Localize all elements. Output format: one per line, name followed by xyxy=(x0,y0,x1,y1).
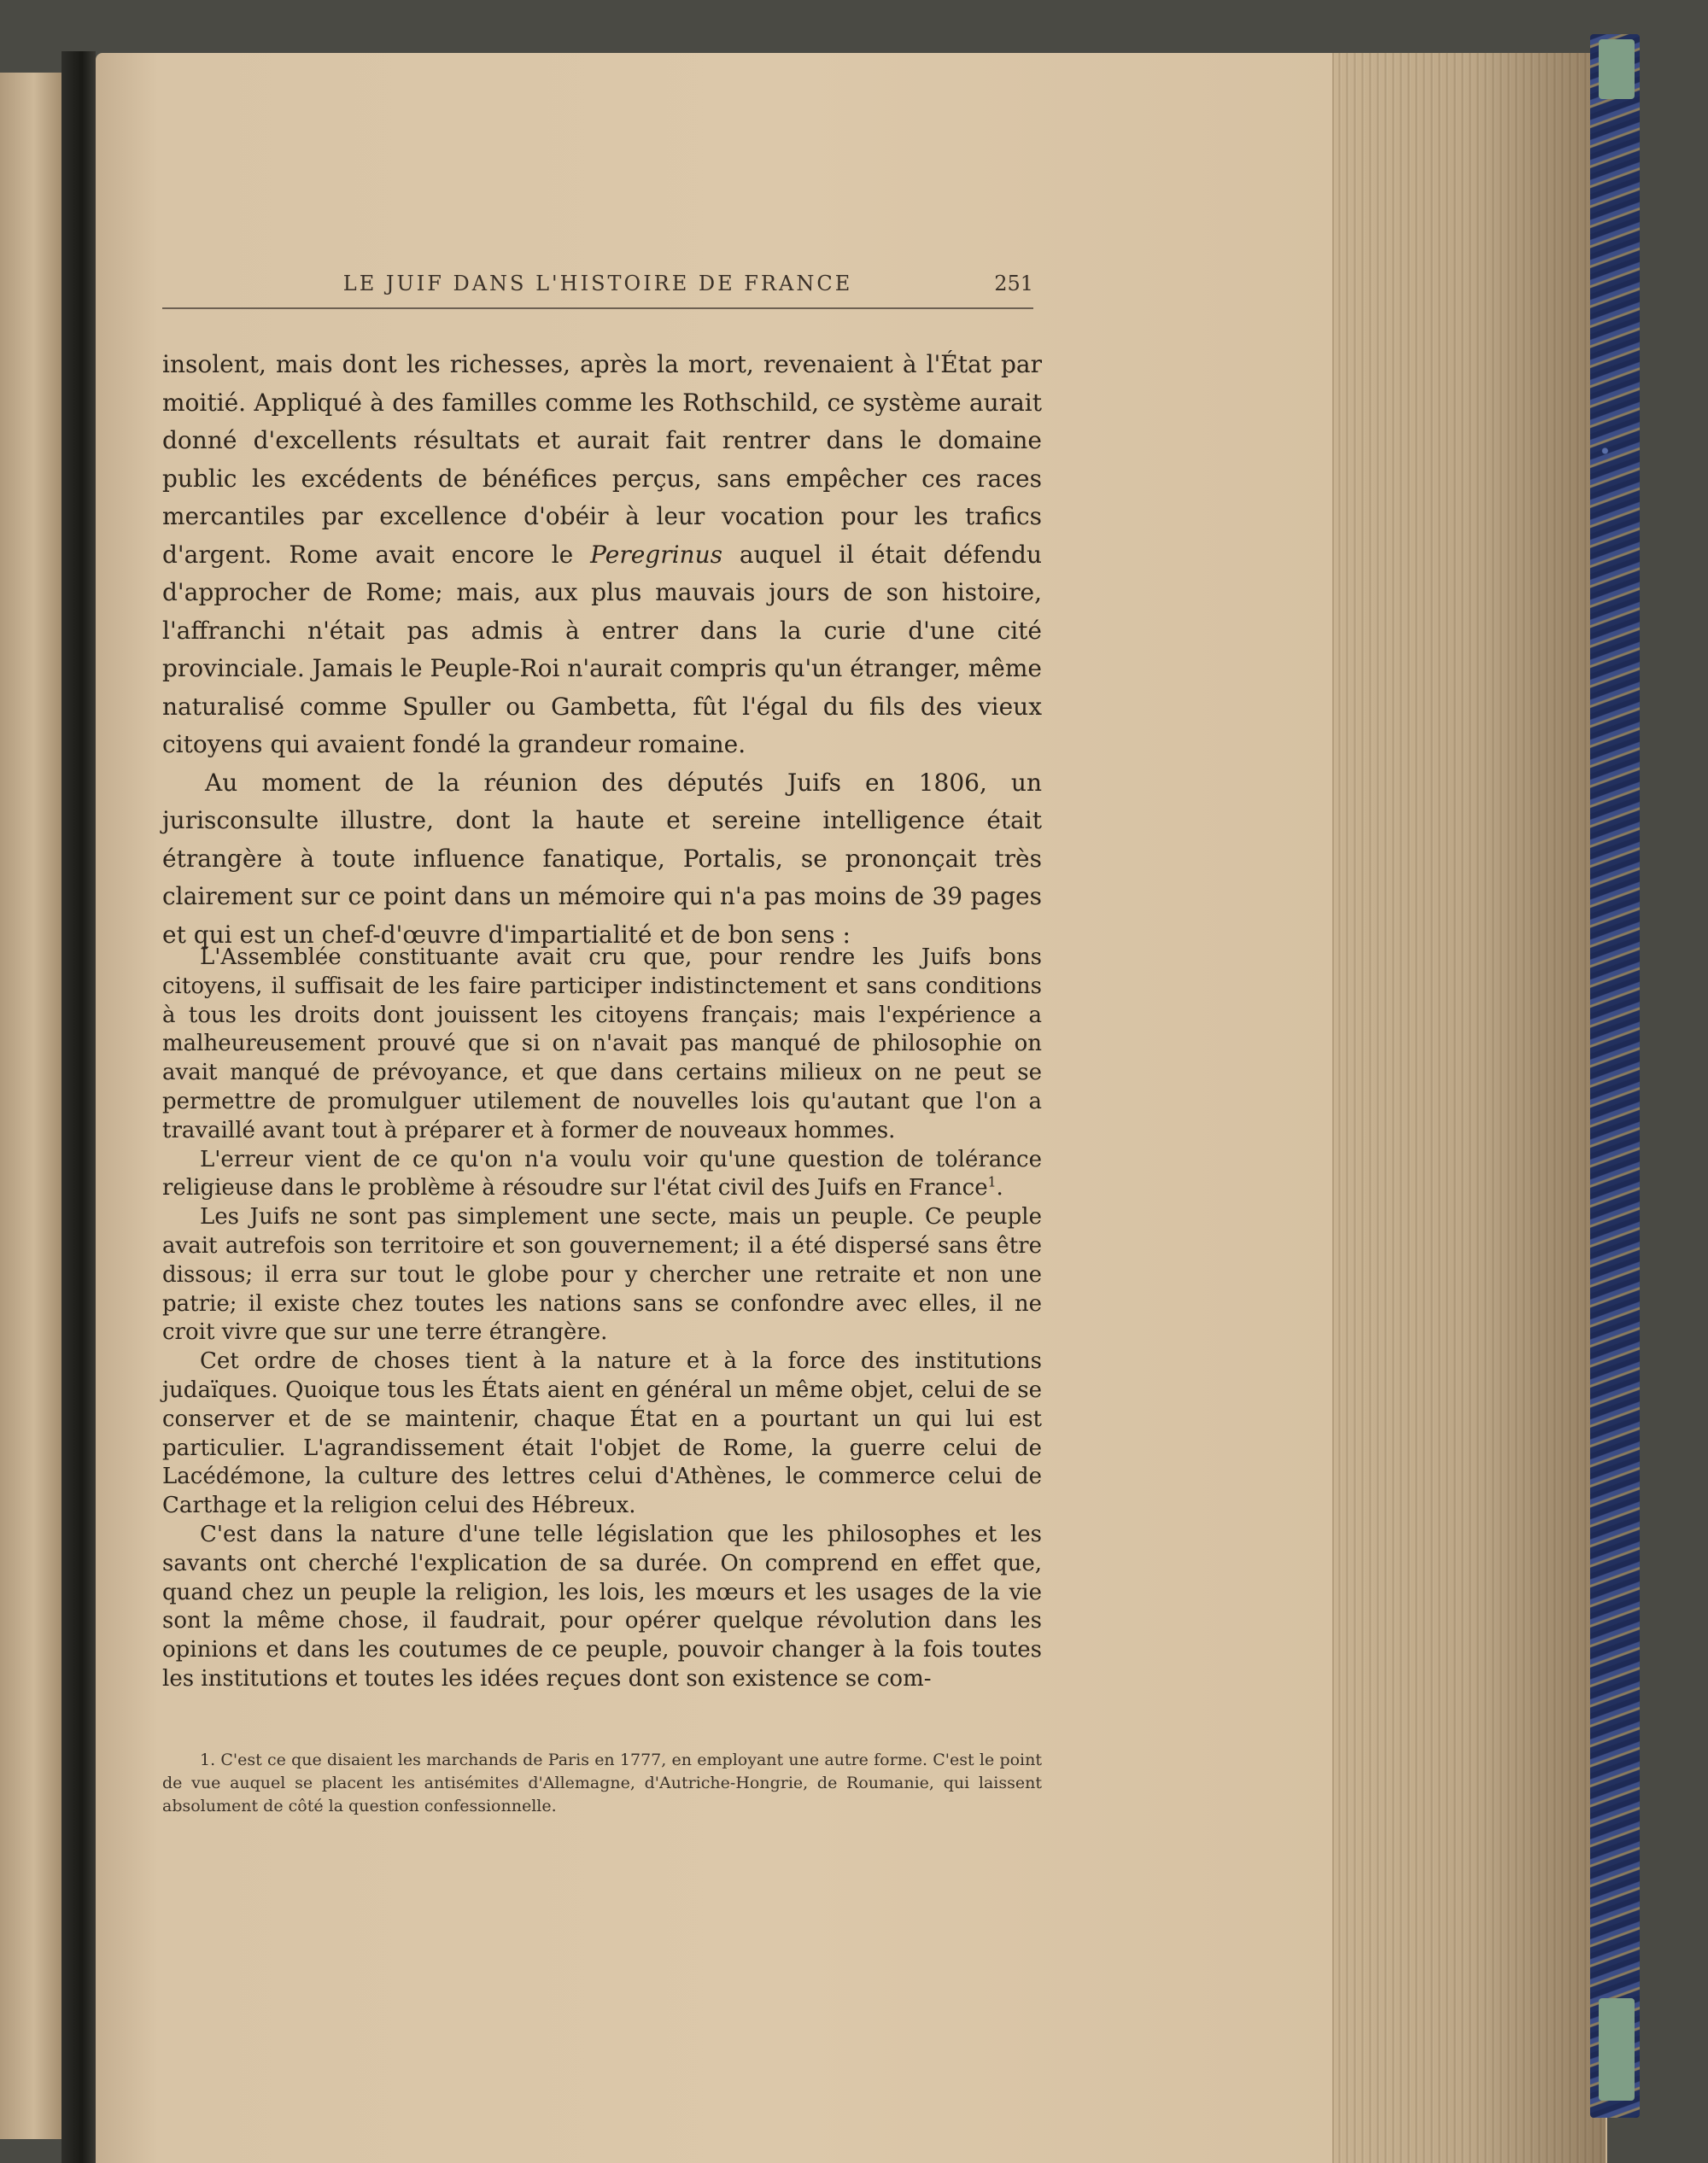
body-paragraph xyxy=(162,346,1042,764)
marbled-cover xyxy=(1590,34,1640,2118)
footnote-text: 1. C'est ce que disaient les marchands de Paris en 1777, en employant une autre forme. C'est le point de vue auquel se placent les antisémites d'Allemagne, d'Autriche-Hongrie, de Roumanie, qui laissent absolument de côté la question confessionnelle. xyxy=(162,1751,1042,1815)
facing-page-edge xyxy=(0,73,61,2139)
quote-paragraph-5: C'est dans la nature d'une telle législation que les philosophes et les savants ont cherché l'explication de sa durée. On comprend en effet que, quand chez un peuple la religion, les lois, les mœurs et les usages de la vie sont la même chose, il faudrait, pour opérer quelque révolution dans les opinions et dans les coutumes de ce peuple, pouvoir changer à la fois toutes les institutions et toutes les idées reçues dont son existence se com- xyxy=(162,1521,1042,1692)
book-gutter xyxy=(61,51,96,2163)
page-number: 251 xyxy=(994,272,1033,295)
portalis-quotation xyxy=(162,944,1042,1694)
quote-paragraph-3: Les Juifs ne sont pas simplement une secte, mais un peuple. Ce peuple avait autrefois son territoire et son gouvernement; il a été dispersé sans être dissous; il erra sur tout le globe pour y chercher une retraite et non une patrie; il existe chez toutes les nations sans se confondre avec elles, il ne croit vivre que sur une terre étrangère. xyxy=(162,1204,1042,1346)
quote-paragraph-2-end: . xyxy=(996,1175,1003,1201)
page-block-shadow xyxy=(1332,53,1606,2163)
footnote xyxy=(162,1749,1042,1818)
body-paragraph-2: Au moment de la réunion des députés Juifs en 1806, un jurisconsulte illustre, dont la haute et sereine intelligence était étrangère à toute influence fanatique, Portalis, se prononçait très clairement sur ce point dans un mémoire qui n'a pas moins de 39 pages et qui est un chef-d'œuvre d'impartialité et de bon sens : xyxy=(162,768,1042,949)
peregrinus-term: Peregrinus xyxy=(590,540,722,569)
body-paragraph-1-end: auquel il était défendu d'approcher de Rome; mais, aux plus mauvais jours de son histoire, l'affranchi n'était pas admis à entrer dans la curie d'une cité provinciale. Jamais le Peuple-Roi n'aurait compris qu'un étranger, même naturalisé comme Spuller ou Gambetta, fût l'égal du fils des vieux citoyens qui avaient fondé la grandeur romaine. xyxy=(162,540,1042,758)
header-rule xyxy=(162,307,1033,309)
quote-paragraph-2-text: L'erreur vient de ce qu'on n'a voulu voir qu'une question de tolérance religieuse dans le problème à résoudre sur l'état civil des Juifs en France xyxy=(162,1146,1042,1201)
footnote-marker: 1 xyxy=(987,1174,997,1190)
cover-corner-bottom xyxy=(1599,1998,1635,2101)
quote-paragraph-2 xyxy=(162,1146,1042,1204)
quote-paragraph-1: L'Assemblée constituante avait cru que, pour rendre les Juifs bons citoyens, il suffisait de les faire participer indistinctement et sans conditions à tous les droits dont jouissent les citoyens français; mais l'expérience a malheureusement prouvé que si on n'avait pas manqué de philosophie on avait manqué de prévoyance, et que dans certains milieux on ne peut se permettre de promulguer utilement de nouvelles lois qu'autant que l'on a travaillé avant tout à préparer et à former de nouveaux hommes. xyxy=(162,944,1042,1143)
main-text xyxy=(162,346,1042,954)
quote-paragraph-4: Cet ordre de choses tient à la nature et à la force des institutions judaïques. Quoique tous les États aient en général un même objet, celui de se conserver et de se maintenir, chaque État en a pourtant un qui lui est particulier. L'agrandissement était l'objet de Rome, la guerre celui de Lacédémone, la culture des lettres celui d'Athènes, le commerce celui de Carthage et la religion celui des Hébreux. xyxy=(162,1348,1042,1519)
running-title: LE JUIF DANS L'HISTOIRE DE FRANCE xyxy=(342,272,853,295)
cover-corner-top xyxy=(1599,39,1635,99)
body-paragraph-1: insolent, mais dont les richesses, après la mort, revenaient à l'État par moitié. Appliqué à des familles comme les Rothschild, ce système aurait donné d'excellents résultats et aurait fait rentrer dans le domaine public les excédents de bénéfices perçus, sans empêcher ces races mercantiles par excellence d'obéir à leur vocation pour les trafics d'argent. Rome avait encore le xyxy=(162,350,1042,569)
running-head xyxy=(162,266,1033,301)
